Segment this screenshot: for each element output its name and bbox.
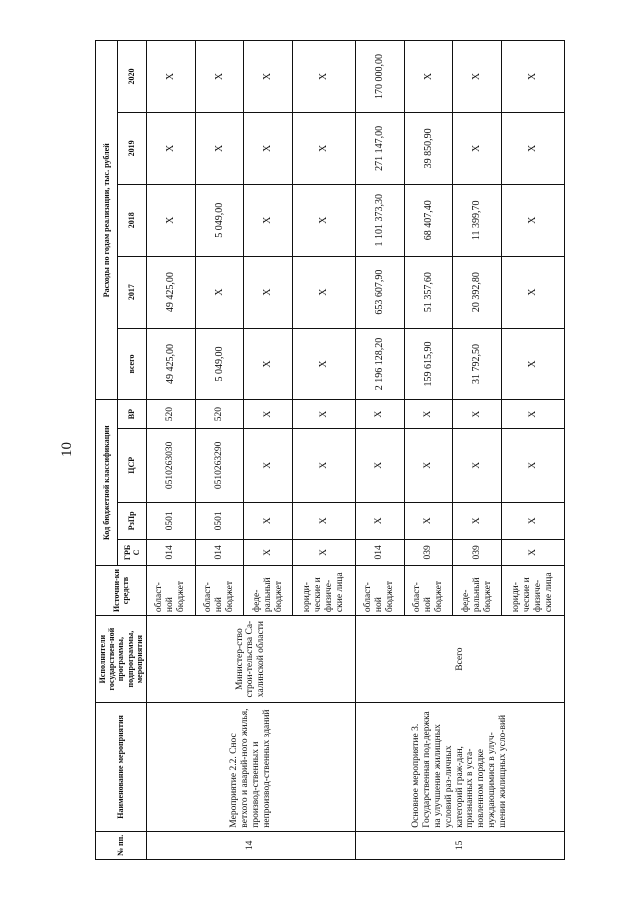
vr-cell: X <box>244 400 293 428</box>
header-vr: ВР <box>118 400 147 428</box>
y2018-cell: 1 101 373,30 <box>355 184 404 256</box>
header-2017: 2017 <box>118 256 147 328</box>
grbs-cell: X <box>502 539 565 565</box>
y2018-cell: 68 407,40 <box>404 184 453 256</box>
header-kbk: Код бюджетной классификации <box>96 400 118 566</box>
rzpr-cell: X <box>244 502 293 539</box>
y2020-cell: X <box>293 41 356 113</box>
rzpr-cell: X <box>355 502 404 539</box>
header-num: № пп. <box>96 831 147 859</box>
header-source: Источни-ки средств <box>96 565 147 615</box>
source-cell: област-ной бюджет <box>146 565 195 615</box>
total-cell: 31 792,50 <box>453 328 502 400</box>
vr-cell: X <box>502 400 565 428</box>
y2018-cell: 5 049,00 <box>195 184 244 256</box>
header-exec: Исполнители государствен-ной программы, подпрограммы, мероприятия <box>96 616 147 703</box>
vr-cell: X <box>355 400 404 428</box>
total-cell: X <box>244 328 293 400</box>
y2019-cell: X <box>195 112 244 184</box>
total-cell: 5 049,00 <box>195 328 244 400</box>
source-cell: феде-ральный бюджет <box>453 565 502 615</box>
rzpr-cell: 0501 <box>146 502 195 539</box>
grbs-cell: X <box>244 539 293 565</box>
y2018-cell: X <box>244 184 293 256</box>
header-grbs: ГРБ С <box>118 539 147 565</box>
y2019-cell: X <box>244 112 293 184</box>
y2017-cell: 20 392,80 <box>453 256 502 328</box>
y2019-cell: X <box>146 112 195 184</box>
executor: Министер-ство строи-тельства Са-халинской области <box>146 616 355 703</box>
header-csr: ЦСР <box>118 428 147 502</box>
source-cell: юриди-ческие и физиче-ские лица <box>293 565 356 615</box>
csr-cell: X <box>244 428 293 502</box>
source-cell: област-ной бюджет <box>404 565 453 615</box>
y2019-cell: X <box>453 112 502 184</box>
y2019-cell: 271 147,00 <box>355 112 404 184</box>
rzpr-cell: X <box>293 502 356 539</box>
header-expenses: Расходы по годам реализации, тыс. рублей <box>96 41 118 400</box>
y2017-cell: X <box>244 256 293 328</box>
y2017-cell: X <box>195 256 244 328</box>
total-cell: X <box>502 328 565 400</box>
grbs-cell: 039 <box>404 539 453 565</box>
y2018-cell: X <box>502 184 565 256</box>
total-cell: 2 196 128,20 <box>355 328 404 400</box>
y2020-cell: X <box>502 41 565 113</box>
budget-table-rotated <box>95 40 565 860</box>
total-cell: 49 425,00 <box>146 328 195 400</box>
y2020-cell: X <box>146 41 195 113</box>
activity-name: Основное мероприятие 3. Государственная под-держка на улучшение жилищных условий раз-личных категорий граж-дан, признанных в уста-новленном порядке нуждающимися в улуч-шении жилищных усло-вий <box>355 703 564 832</box>
total-cell: X <box>293 328 356 400</box>
y2020-cell: X <box>404 41 453 113</box>
header-2018: 2018 <box>118 184 147 256</box>
csr-cell: 0510263030 <box>146 428 195 502</box>
header-rzpr: РзПр <box>118 502 147 539</box>
row-number: 14 <box>146 831 355 859</box>
y2018-cell: X <box>146 184 195 256</box>
y2020-cell: X <box>244 41 293 113</box>
activity-name: Мероприятие 2.2. Снос ветхого и аварий-ного жилья, производ-ственных и непроизвод-ственных зданий <box>146 703 355 832</box>
vr-cell: 520 <box>146 400 195 428</box>
rzpr-cell: X <box>453 502 502 539</box>
rzpr-cell: X <box>502 502 565 539</box>
csr-cell: X <box>453 428 502 502</box>
header-2020: 2020 <box>118 41 147 113</box>
y2017-cell: 49 425,00 <box>146 256 195 328</box>
executor: Всего <box>355 616 564 703</box>
y2019-cell: X <box>502 112 565 184</box>
vr-cell: 520 <box>195 400 244 428</box>
grbs-cell: 014 <box>355 539 404 565</box>
y2017-cell: 51 357,60 <box>404 256 453 328</box>
csr-cell: X <box>502 428 565 502</box>
source-cell: юриди-ческие и физиче-ские лица <box>502 565 565 615</box>
grbs-cell: 014 <box>195 539 244 565</box>
budget-table <box>95 40 565 860</box>
y2018-cell: X <box>293 184 356 256</box>
header-name: Наименование мероприятия <box>96 703 147 832</box>
grbs-cell: 014 <box>146 539 195 565</box>
total-cell: 159 615,90 <box>404 328 453 400</box>
csr-cell: X <box>355 428 404 502</box>
y2020-cell: X <box>195 41 244 113</box>
grbs-cell: 039 <box>453 539 502 565</box>
page-number: 10 <box>59 442 75 457</box>
y2017-cell: X <box>502 256 565 328</box>
source-cell: област-ной бюджет <box>195 565 244 615</box>
source-cell: феде-ральный бюджет <box>244 565 293 615</box>
csr-cell: X <box>293 428 356 502</box>
y2020-cell: 170 000,00 <box>355 41 404 113</box>
y2019-cell: 39 850,90 <box>404 112 453 184</box>
vr-cell: X <box>453 400 502 428</box>
y2018-cell: 11 399,70 <box>453 184 502 256</box>
grbs-cell: X <box>293 539 356 565</box>
vr-cell: X <box>404 400 453 428</box>
y2017-cell: 653 607,90 <box>355 256 404 328</box>
y2017-cell: X <box>293 256 356 328</box>
y2019-cell: X <box>293 112 356 184</box>
rzpr-cell: X <box>404 502 453 539</box>
table-row <box>146 41 195 860</box>
vr-cell: X <box>293 400 356 428</box>
csr-cell: 0510263290 <box>195 428 244 502</box>
table-row <box>355 41 404 860</box>
source-cell: област-ной бюджет <box>355 565 404 615</box>
header-2019: 2019 <box>118 112 147 184</box>
rzpr-cell: 0501 <box>195 502 244 539</box>
row-number: 15 <box>355 831 564 859</box>
csr-cell: X <box>404 428 453 502</box>
header-total: всего <box>118 328 147 400</box>
y2020-cell: X <box>453 41 502 113</box>
